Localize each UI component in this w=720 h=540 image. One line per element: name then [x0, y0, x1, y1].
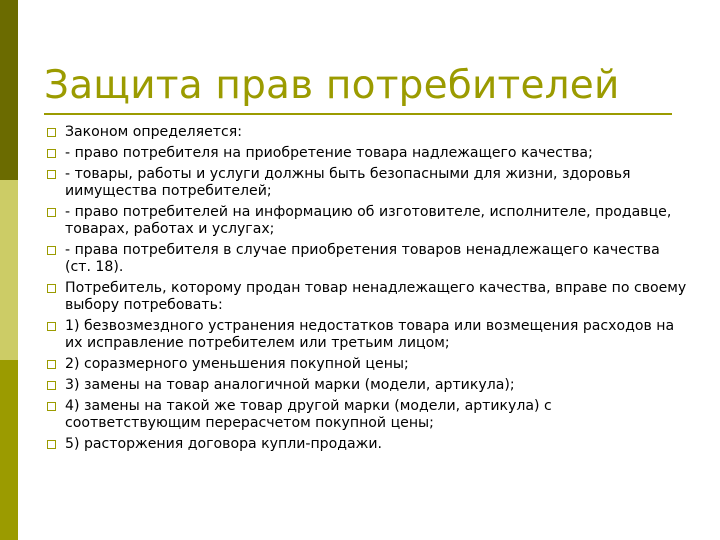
- bullet-text: 1) безвозмездного устранения недостатков товара или возмещения расходов на их исправление потребителем или третьим лицом;: [65, 318, 675, 351]
- square-bullet-icon: [47, 149, 56, 158]
- square-bullet-icon: [47, 440, 56, 449]
- square-bullet-icon: [47, 208, 56, 217]
- bullet-item: [47, 124, 687, 141]
- bullet-item: [47, 398, 687, 432]
- left-accent-bar-bottom: [0, 360, 18, 540]
- bullet-text: - товары, работы и услуги должны быть безопасными для жизни, здоровья иимущества потребителей;: [65, 166, 631, 199]
- bullet-item: [47, 377, 687, 394]
- square-bullet-icon: [47, 246, 56, 255]
- bullet-text: Потребитель, которому продан товар ненадлежащего качества, вправе по своему выбору потребовать:: [65, 280, 687, 313]
- bullet-text: 4) замены на такой же товар другой марки (модели, артикула) с соответствующим перерасчетом покупной цены;: [65, 398, 552, 431]
- slide-title: Защита прав потребителей: [44, 63, 620, 108]
- bullet-item: [47, 280, 687, 314]
- bullet-item: [47, 145, 687, 162]
- bullet-item: [47, 204, 687, 238]
- bullet-item: [47, 242, 687, 276]
- bullet-text: - права потребителя в случае приобретения товаров ненадлежащего качества (ст. 18).: [65, 242, 660, 275]
- bullet-text: 3) замены на товар аналогичной марки (модели, артикула);: [65, 377, 515, 393]
- left-accent-bar-middle: [0, 180, 18, 360]
- square-bullet-icon: [47, 170, 56, 179]
- bullet-item: [47, 436, 687, 453]
- bullet-item: [47, 356, 687, 373]
- bullet-item: [47, 318, 687, 352]
- left-accent-bar-top: [0, 0, 18, 180]
- bullet-text: - право потребителя на приобретение товара надлежащего качества;: [65, 145, 593, 161]
- square-bullet-icon: [47, 128, 56, 137]
- bullet-text: 5) расторжения договора купли-продажи.: [65, 436, 382, 452]
- square-bullet-icon: [47, 381, 56, 390]
- bullet-text: 2) соразмерного уменьшения покупной цены;: [65, 356, 409, 372]
- bullet-text: - право потребителей на информацию об изготовителе, исполнителе, продавце, товарах, работах и услугах;: [65, 204, 672, 237]
- bullet-list: [47, 124, 687, 457]
- square-bullet-icon: [47, 284, 56, 293]
- title-underline: [44, 113, 672, 115]
- bullet-text: Законом определяется:: [65, 124, 242, 140]
- square-bullet-icon: [47, 402, 56, 411]
- bullet-item: [47, 166, 687, 200]
- square-bullet-icon: [47, 360, 56, 369]
- square-bullet-icon: [47, 322, 56, 331]
